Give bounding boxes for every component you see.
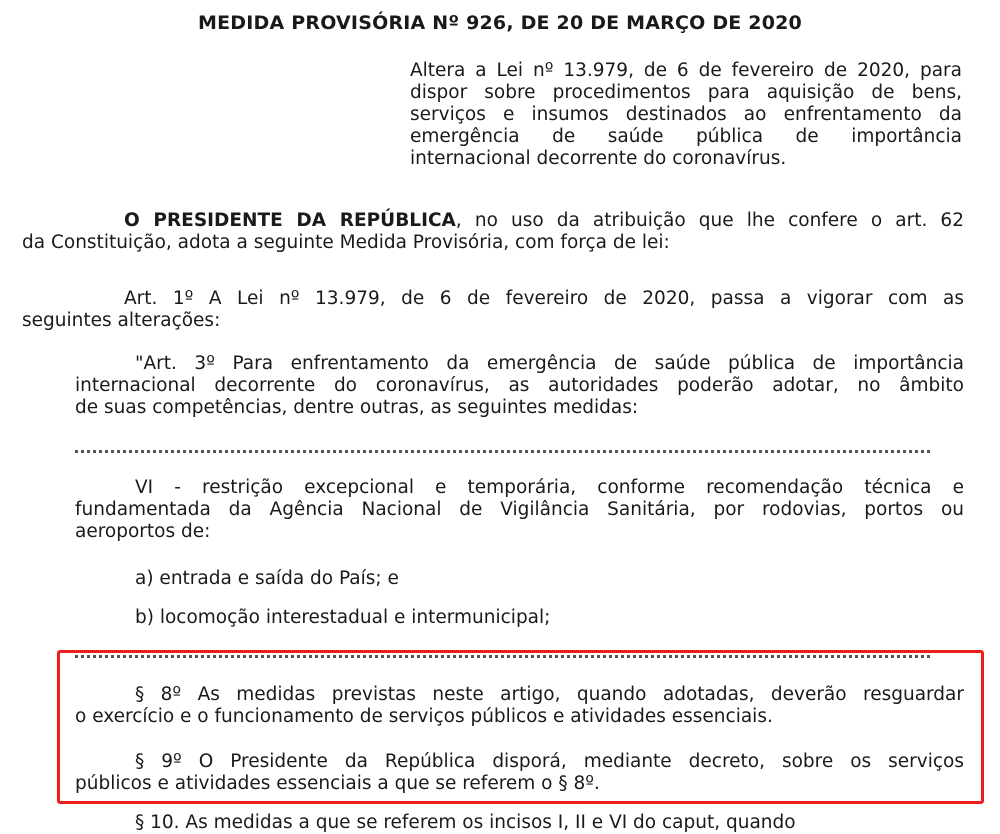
ementa-line: dispor sobre procedimentos para aquisição de bens, — [410, 82, 962, 103]
inciso-vi-paragraph — [75, 477, 964, 543]
preamble-paragraph — [22, 210, 964, 254]
preamble-text: da Constituição, adota a seguinte Medida Provisória, com força de lei: — [22, 232, 670, 253]
article-3-text: de suas competências, dentre outras, as seguintes medidas: — [75, 397, 639, 418]
paragraph-9-text: § 9º O Presidente da República disporá, mediante decreto, sobre os serviços — [135, 751, 964, 772]
paragraph-10-partial: § 10. As medidas a que se referem os incisos I, II e VI do caput, quando — [135, 812, 796, 833]
alinea-b-text: b) locomoção interestadual e intermunicipal; — [135, 607, 551, 628]
alinea-a — [135, 568, 935, 590]
omission-dots — [75, 450, 930, 453]
ementa — [410, 60, 962, 170]
document-title: MEDIDA PROVISÓRIA Nº 926, DE 20 DE MARÇO DE 2020 — [198, 12, 802, 34]
article-3-text: internacional decorrente do coronavírus, as autoridades poderão adotar, no âmbito — [75, 375, 964, 396]
article-1-text: Art. 1º A Lei nº 13.979, de 6 de fevereiro de 2020, passa a vigorar com as — [124, 288, 964, 309]
preamble-text: , no uso da atribuição que lhe confere o art. 62 — [455, 210, 964, 231]
ementa-line: internacional decorrente do coronavírus. — [410, 148, 787, 169]
ementa-line: emergência de saúde pública de importância — [410, 126, 962, 147]
article-3-paragraph — [75, 353, 964, 419]
article-3-text: "Art. 3º Para enfrentamento da emergência de saúde pública de importância — [135, 353, 964, 374]
ementa-line: serviços e insumos destinados ao enfrentamento da — [410, 104, 962, 125]
inciso-vi-text: fundamentada da Agência Nacional de Vigilância Sanitária, por rodovias, portos ou — [75, 499, 964, 520]
president-heading: O PRESIDENTE DA REPÚBLICA — [124, 210, 456, 231]
ementa-line: Altera a Lei nº 13.979, de 6 de fevereiro de 2020, para — [410, 60, 962, 81]
paragraph-8 — [75, 684, 964, 728]
inciso-vi-text: aeroportos de: — [75, 521, 211, 542]
article-1-text: seguintes alterações: — [22, 310, 221, 331]
paragraph-9-text: públicos e atividades essenciais a que se referem o § 8º. — [75, 773, 600, 794]
paragraph-9 — [75, 751, 964, 795]
alinea-b — [135, 607, 935, 629]
paragraph-8-text: § 8º As medidas previstas neste artigo, quando adotadas, deverão resguardar — [135, 684, 964, 705]
paragraph-8-text: o exercício e o funcionamento de serviços públicos e atividades essenciais. — [75, 706, 773, 727]
alinea-a-text: a) entrada e saída do País; e — [135, 568, 399, 589]
article-1-paragraph — [22, 288, 964, 332]
inciso-vi-text: VI - restrição excepcional e temporária, conforme recomendação técnica e — [135, 477, 964, 498]
